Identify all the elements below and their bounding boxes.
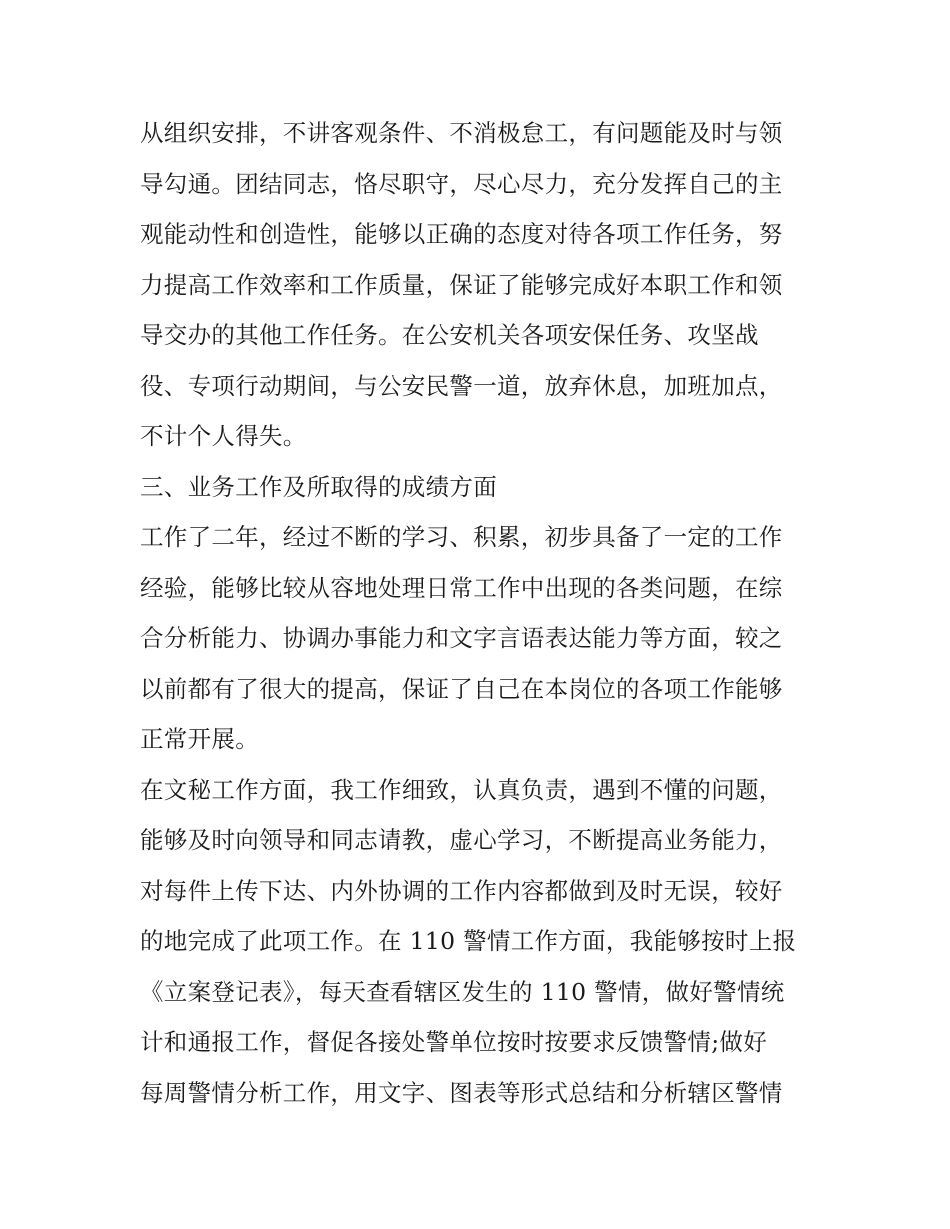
text-line: 每周警情分析工作，用文字、图表等形式总结和分析辖区警情 bbox=[140, 1078, 783, 1107]
section-heading: 三、业务工作及所取得的成绩方面 bbox=[140, 472, 497, 501]
text-line: 计和通报工作，督促各接处警单位按时按要求反馈警情;做好 bbox=[140, 1028, 768, 1056]
text-line: 力提高工作效率和工作质量，保证了能够完成好本职工作和领 bbox=[140, 270, 783, 299]
text-line: 正常开展。 bbox=[140, 725, 259, 753]
text-line: 从组织安排，不讲客观条件、不消极怠工，有问题能及时与领 bbox=[140, 119, 783, 147]
text-line: 能够及时向领导和同志请教，虚心学习，不断提高业务能力， bbox=[140, 826, 783, 854]
text-line: 观能动性和创造性，能够以正确的态度对待各项工作任务，努 bbox=[140, 220, 783, 248]
text-line: 导勾通。团结同志，恪尽职守，尽心尽力，充分发挥自己的主 bbox=[140, 169, 783, 198]
text-line: 对每件上传下达、内外协调的工作内容都做到及时无误，较好 bbox=[140, 876, 783, 905]
text-line: 的地完成了此项工作。在 110 警情工作方面，我能够按时上报 bbox=[140, 927, 797, 955]
text-line: 合分析能力、协调办事能力和文字言语表达能力等方面，较之 bbox=[140, 624, 783, 652]
text-line: 以前都有了很大的提高，保证了自己在本岗位的各项工作能够 bbox=[140, 674, 783, 703]
document-body bbox=[140, 108, 820, 1118]
text-line: 工作了二年，经过不断的学习、积累，初步具备了一定的工作 bbox=[140, 523, 783, 551]
text-line: 不计个人得失。 bbox=[140, 422, 307, 450]
text-line: 役、专项行动期间，与公安民警一道，放弃休息，加班加点， bbox=[140, 371, 783, 400]
text-line: 经验，能够比较从容地处理日常工作中出现的各类问题，在综 bbox=[140, 573, 783, 602]
text-line: 在文秘工作方面，我工作细致，认真负责，遇到不懂的问题， bbox=[140, 775, 783, 804]
text-line: 导交办的其他工作任务。在公安机关各项安保任务、攻坚战 bbox=[140, 321, 759, 349]
text-line: 《立案登记表》，每天查看辖区发生的 110 警情，做好警情统 bbox=[140, 977, 785, 1006]
